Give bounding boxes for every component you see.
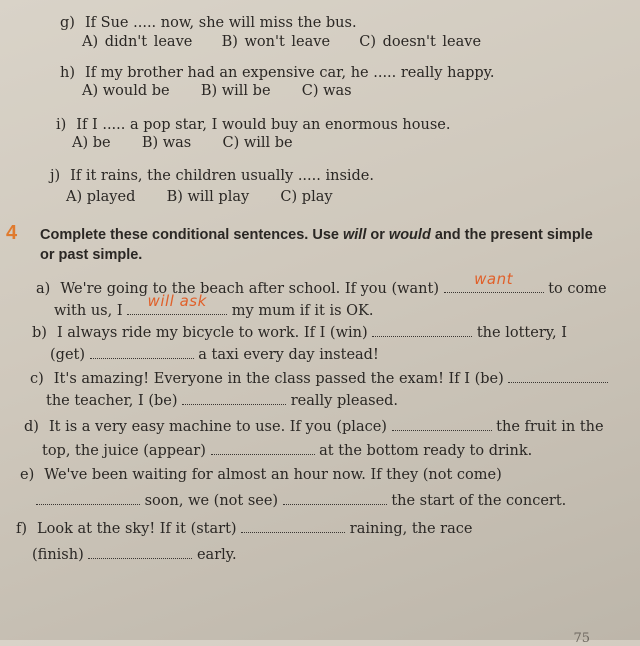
exercise-number: 4 <box>6 222 18 244</box>
answer-blank[interactable] <box>211 442 315 455</box>
option: B) will be <box>200 83 271 99</box>
options-g <box>82 33 481 51</box>
options-j <box>66 188 333 206</box>
option: C) play <box>280 189 333 205</box>
item-b-cont: (get) a taxi every day instead! <box>50 347 379 363</box>
option: A) be <box>72 135 111 151</box>
option: A) didn't leave <box>82 34 193 50</box>
answer-blank[interactable] <box>372 324 472 337</box>
question-i: i) If I ..... a pop star, I would buy an enormous house. <box>56 117 451 133</box>
options-h <box>82 82 352 100</box>
answer-blank[interactable] <box>444 270 544 293</box>
options-i <box>72 134 293 152</box>
option: C) was <box>301 83 352 99</box>
question-g: g) If Sue ..... now, she will miss the bus. <box>60 15 357 31</box>
answer-blank[interactable] <box>127 292 227 315</box>
item-f: f) Look at the sky! If it (start) raining, the race <box>16 521 473 537</box>
answer-blank[interactable] <box>36 492 140 505</box>
item-d-cont: top, the juice (appear) at the bottom ready to drink. <box>42 443 533 459</box>
option: B) won't leave <box>221 34 331 50</box>
item-b: b) I always ride my bicycle to work. If I (win) the lottery, I <box>32 325 567 341</box>
item-d: d) It is a very easy machine to use. If you (place) the fruit in the <box>24 419 604 435</box>
option: A) would be <box>82 83 170 99</box>
handwritten-answer: want <box>474 270 514 288</box>
item-c: c) It's amazing! Everyone in the class passed the exam! If I (be) <box>30 370 608 388</box>
option: C) doesn't leave <box>359 34 482 50</box>
answer-blank[interactable] <box>508 370 608 383</box>
handwritten-answer: will ask <box>147 292 207 310</box>
option: B) was <box>141 135 192 151</box>
item-e-cont: soon, we (not see) the start of the concert. <box>36 492 566 510</box>
item-a: a) We're going to the beach after school. If you (want) want to come <box>36 270 607 297</box>
exercise-instruction-cont: or past simple. <box>40 247 143 263</box>
answer-blank[interactable] <box>90 346 194 359</box>
item-e: e) We've been waiting for almost an hour now. If they (not come) <box>20 467 502 483</box>
option: A) played <box>66 189 136 205</box>
exercise-instruction: Complete these conditional sentences. Use will or would and the present simple <box>40 227 593 243</box>
question-j: j) If it rains, the children usually ..... inside. <box>50 168 374 184</box>
page-number: 75 <box>573 631 590 646</box>
answer-blank[interactable] <box>283 492 387 505</box>
question-h: h) If my brother had an expensive car, he ..... really happy. <box>60 65 495 81</box>
answer-blank[interactable] <box>88 546 192 559</box>
answer-blank[interactable] <box>182 392 286 405</box>
answer-blank[interactable] <box>392 418 492 431</box>
item-c-cont: the teacher, I (be) really pleased. <box>46 393 399 409</box>
item-a-cont: with us, I will ask my mum if it is OK. <box>54 292 374 319</box>
answer-blank[interactable] <box>241 520 345 533</box>
item-f-cont: (finish) early. <box>32 547 237 563</box>
option: C) will be <box>222 135 293 151</box>
option: B) will play <box>166 189 250 205</box>
